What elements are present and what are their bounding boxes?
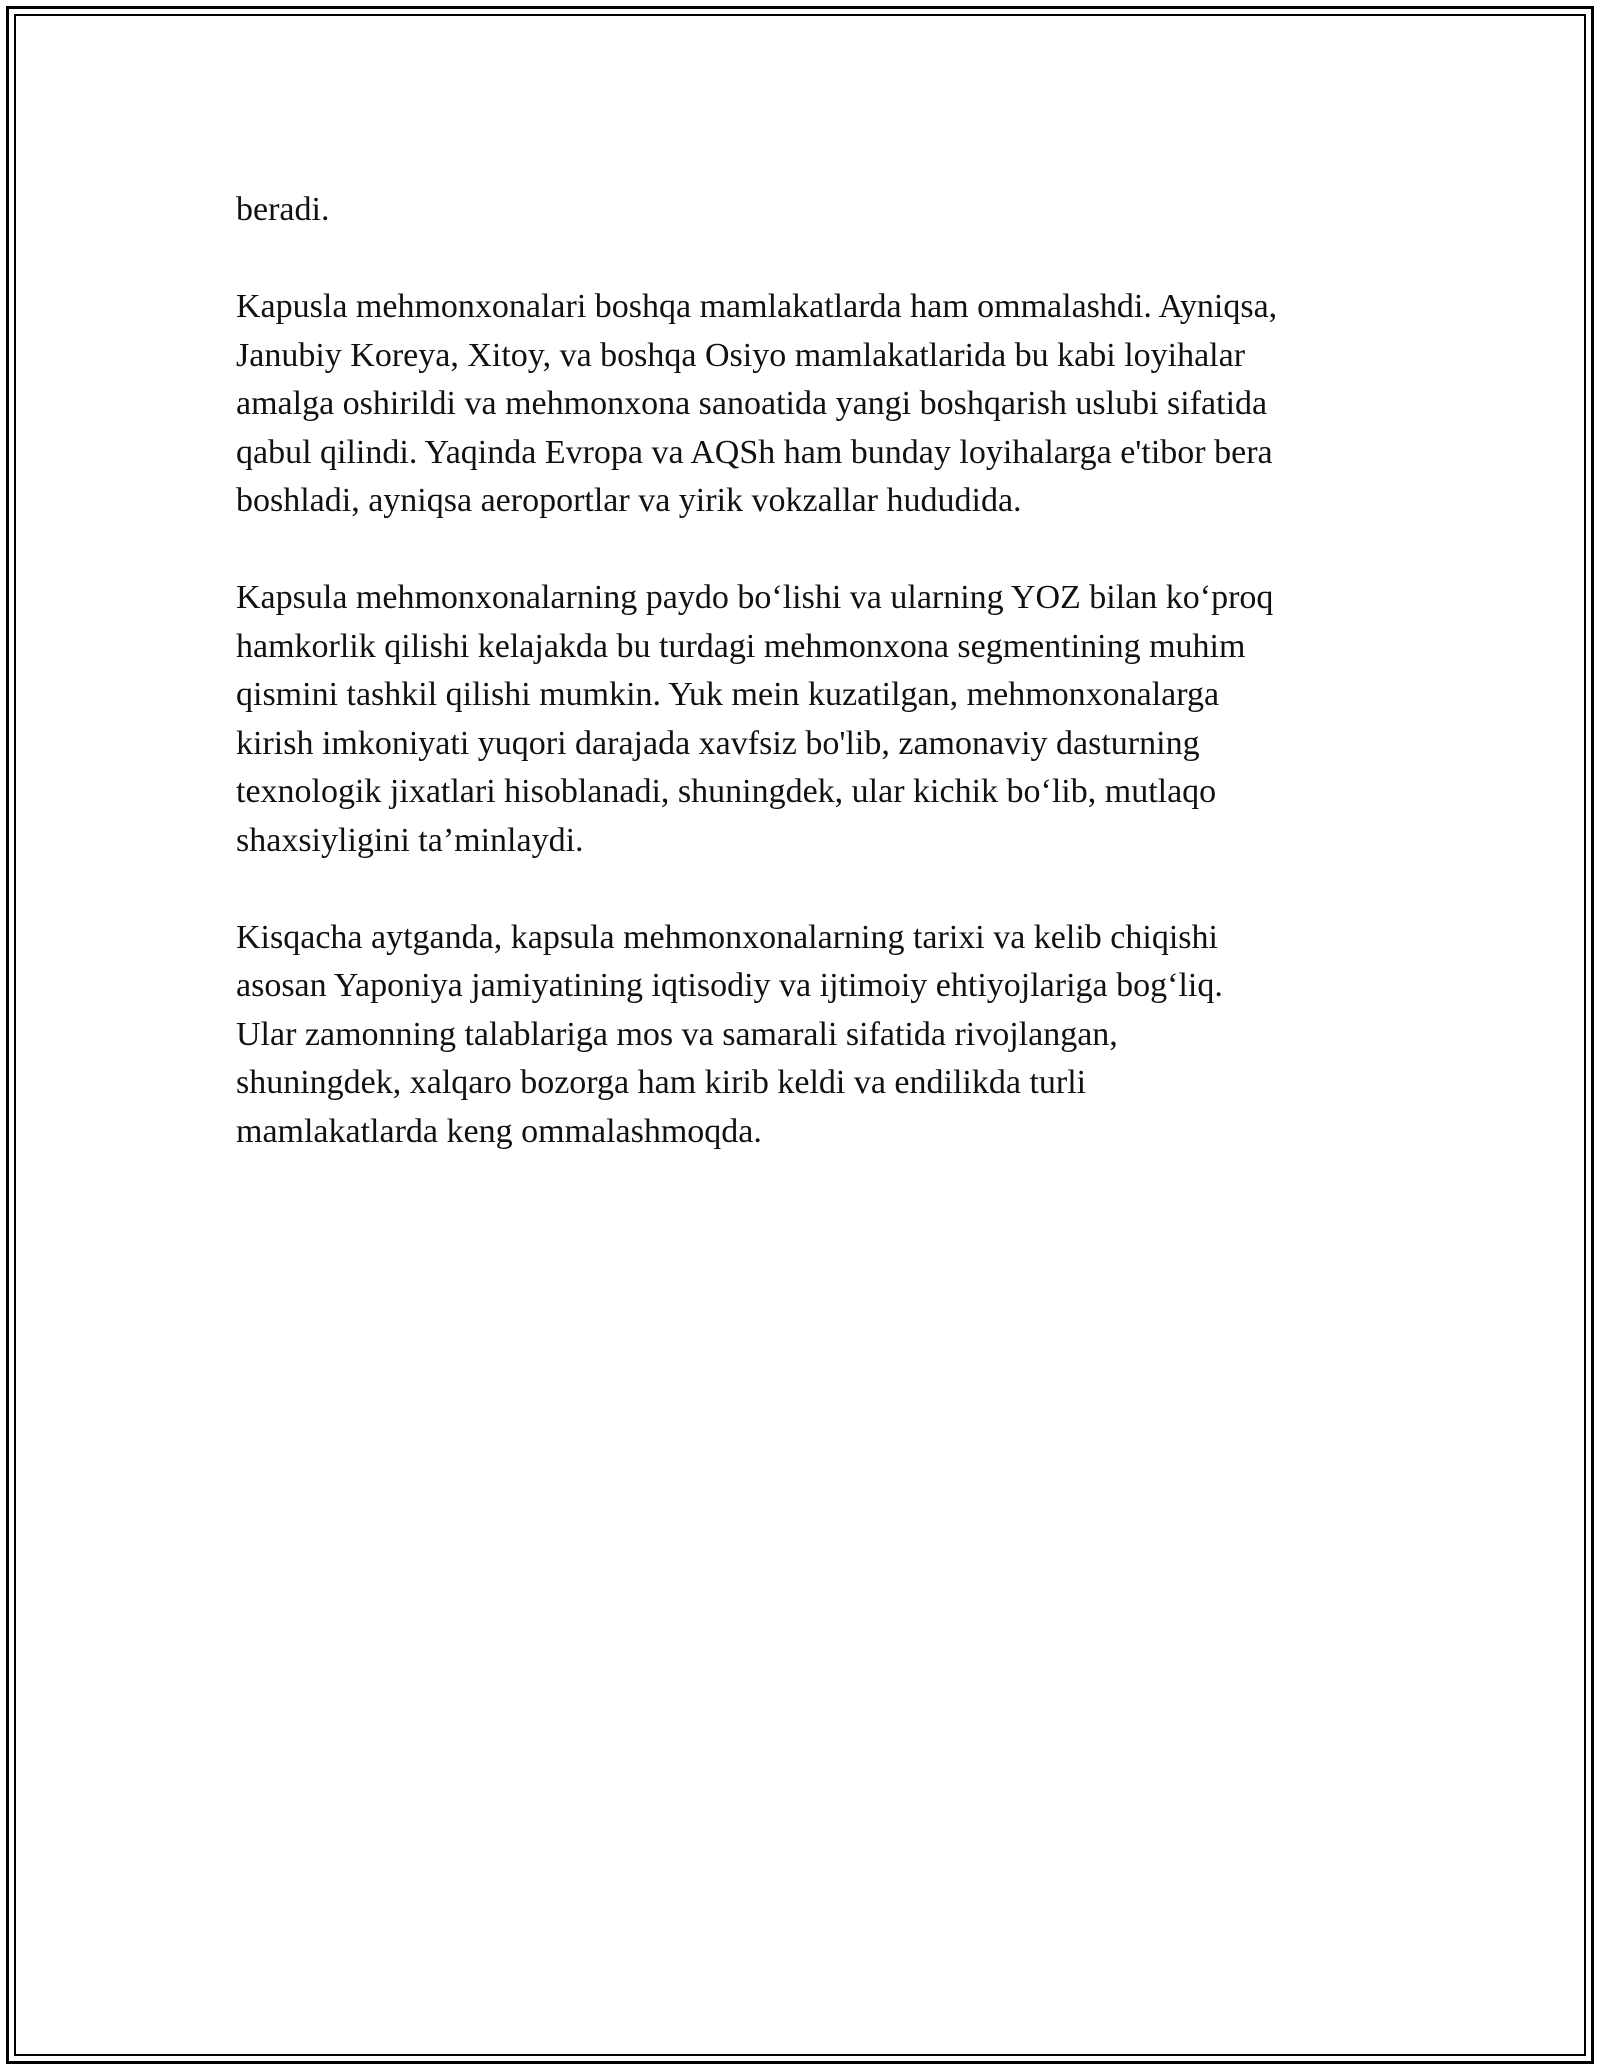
text-line: Kisqacha aytganda, kapsula mehmonxonalarning tarixi va kelib chiqishi [236,918,1218,956]
paragraph-future-outlook [236,574,1416,865]
text-line: Kapsula mehmonxonalarning paydo bo‘lishi va ularning YOZ bilan ko‘proq [236,579,1274,616]
text-line: hamkorlik qilishi kelajakda bu turdagi mehmonxona segmentining muhim [236,627,1246,665]
text-line: beradi. [236,191,330,228]
text-line: shaxsiyligini ta’minlaydi. [236,821,584,859]
text-line: Janubiy Koreya, Xitoy, va boshqa Osiyo mamlakatlarida bu kabi loyihalar [236,336,1246,374]
text-line: kirish imkoniyati yuqori darajada xavfsiz bo'lib, zamonaviy dasturning [236,724,1200,762]
paragraph-summary [236,914,1416,1157]
text-line: qabul qilindi. Yaqinda Evropa va AQSh ham bunday loyihalarga e'tibor bera [236,433,1273,471]
text-line: texnologik jixatlari hisoblanadi, shuningdek, ular kichik bo‘lib, mutlaqo [236,773,1217,810]
paragraph-capsule-hotels-spread [236,283,1416,526]
text-line: Kapusla mehmonxonalari boshqa mamlakatlarda ham ommalashdi. Ayniqsa, [236,288,1278,325]
text-line: qismini tashkil qilishi mumkin. Yuk mein kuzatilgan, mehmonxonalarga [236,676,1220,713]
text-line: asosan Yaponiya jamiyatining iqtisodiy va ijtimoiy ehtiyojlariga bog‘liq. [236,967,1223,1004]
text-line: amalga oshirildi va mehmonxona sanoatida yangi boshqarish uslubi sifatida [236,385,1268,422]
text-line: boshladi, ayniqsa aeroportlar va yirik vokzallar hududida. [236,482,1022,519]
document-body [236,186,1416,1205]
paragraph-continuation [236,186,1416,235]
text-line: mamlakatlarda keng ommalashmoqda. [236,1112,762,1150]
text-line: shuningdek, xalqaro bozorga ham kirib keldi va endilikda turli [236,1064,1087,1101]
text-line: Ular zamonning talablariga mos va samarali sifatida rivojlangan, [236,1015,1118,1053]
